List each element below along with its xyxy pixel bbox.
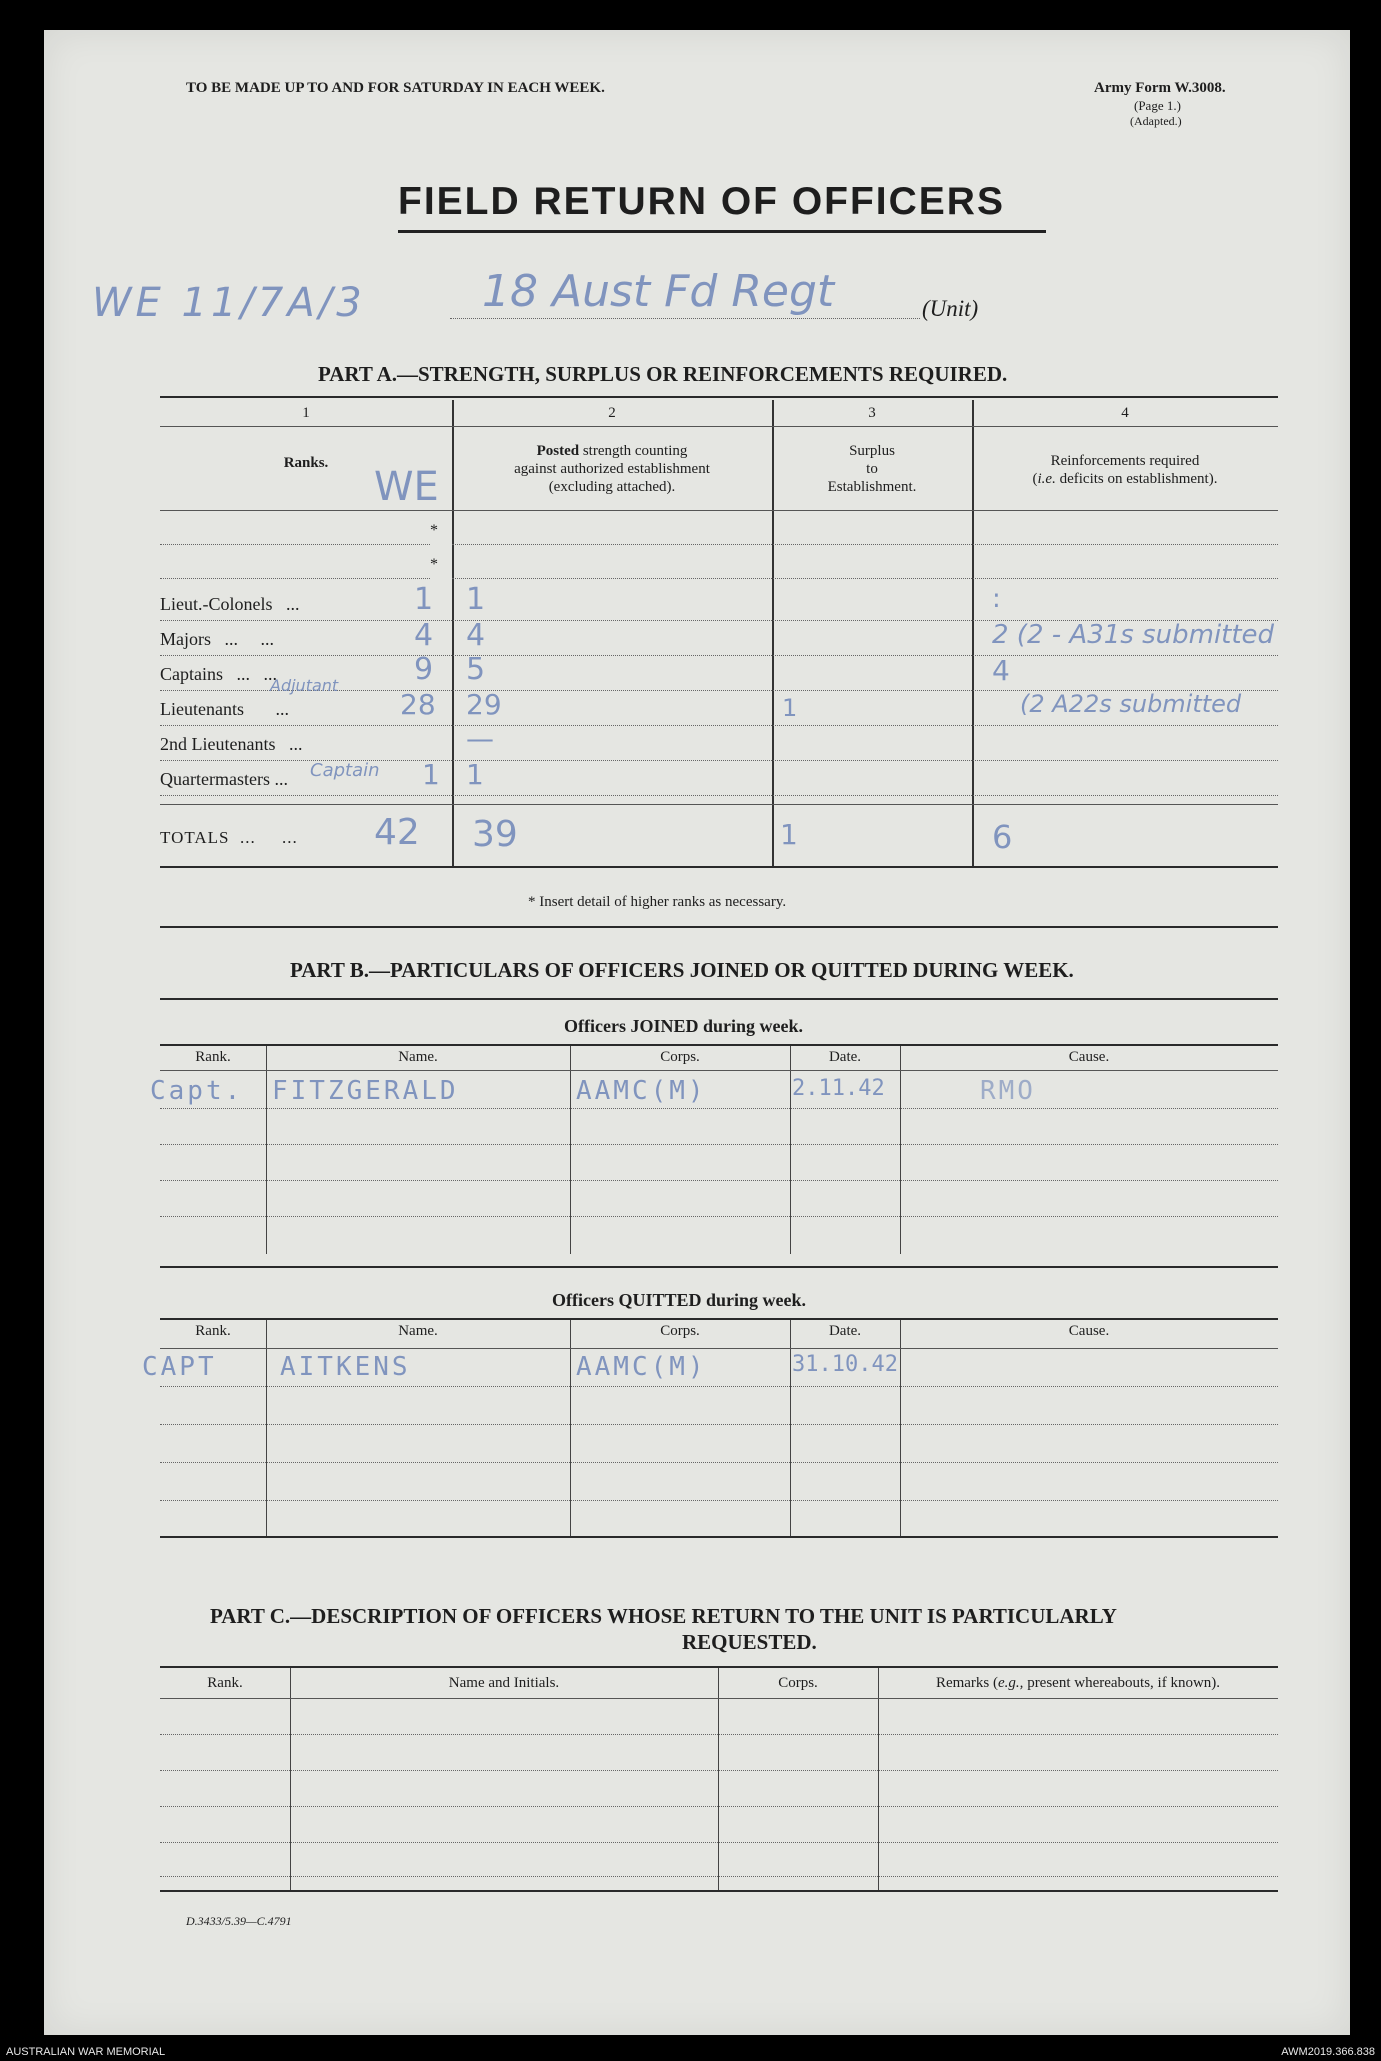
part-b-title: PART B.—PARTICULARS OF OFFICERS JOINED OR QUITTED DURING WEEK. bbox=[290, 958, 1074, 982]
print-code: D.3433/5.39—C.4791 bbox=[186, 1914, 292, 1928]
footer-right: AWM2019.366.838 bbox=[1281, 2046, 1375, 2058]
part-a-title: PART A.—STRENGTH, SURPLUS OR REINFORCEMENTS REQUIRED. bbox=[318, 362, 1008, 386]
col-number-4: 4 bbox=[1121, 405, 1129, 421]
col-number-3: 3 bbox=[868, 405, 876, 421]
part-a-table bbox=[160, 400, 1278, 890]
col-number-1: 1 bbox=[302, 405, 310, 421]
quitted-col-rank: Rank. bbox=[195, 1323, 231, 1339]
form-page: (Page 1.) bbox=[1134, 98, 1181, 113]
part-c-col-corps: Corps. bbox=[778, 1675, 818, 1691]
we-captains: 9 bbox=[414, 652, 434, 687]
joined-name-1: FITZGERALD bbox=[272, 1076, 459, 1106]
part-c-col-rank: Rank. bbox=[207, 1675, 243, 1691]
joined-date-1: 2.11.42 bbox=[792, 1076, 885, 1101]
joined-corps-1: AAMC(M) bbox=[576, 1076, 707, 1106]
part-c-col-remarks: Remarks (e.g., present whereabouts, if known). bbox=[935, 1675, 1221, 1691]
quitted-date-1: 31.10.42 bbox=[792, 1352, 898, 1377]
total-we: 42 bbox=[374, 812, 420, 853]
rank-majors: Majors ... ... bbox=[160, 629, 274, 649]
part-c-title-line1: PART C.—DESCRIPTION OF OFFICERS WHOSE RETURN TO THE UNIT IS PARTICULARLY bbox=[210, 1604, 1117, 1628]
quitted-col-cause: Cause. bbox=[1068, 1323, 1110, 1339]
title-underline bbox=[398, 230, 1046, 233]
footer-left: AUSTRALIAN WAR MEMORIAL bbox=[6, 2046, 166, 2058]
part-c-table bbox=[160, 1668, 1278, 1892]
posted-header: Posted strength counting against authorized establishment (excluding attached). bbox=[514, 443, 710, 495]
surplus-header: Surplus to Establishment. bbox=[827, 443, 917, 495]
rank-lieutenants: Lieutenants ... bbox=[160, 699, 289, 719]
reinf-captains: 4 bbox=[992, 654, 1010, 687]
quitted-col-date: Date. bbox=[828, 1323, 862, 1339]
we-majors: 4 bbox=[414, 618, 434, 653]
joined-cause-1: RMO bbox=[980, 1076, 1036, 1106]
rank-2nd-lieutenants: 2nd Lieutenants ... bbox=[160, 734, 303, 754]
posted-captains: 5 bbox=[466, 652, 486, 687]
surplus-lieutenants: 1 bbox=[782, 694, 798, 722]
we-lieutenants: 28 bbox=[400, 688, 436, 721]
instruction-text: TO BE MADE UP TO AND FOR SATURDAY IN EACH WEEK. bbox=[186, 80, 605, 96]
joined-col-cause: Cause. bbox=[1068, 1049, 1110, 1065]
quitted-col-name: Name. bbox=[398, 1323, 438, 1339]
part-c-col-name: Name and Initials. bbox=[448, 1675, 560, 1691]
part-a-footnote: * Insert detail of higher ranks as necessary. bbox=[528, 894, 787, 910]
quitted-title: Officers QUITTED during week. bbox=[552, 1290, 806, 1310]
unit-value: 18 Aust Fd Regt bbox=[482, 266, 835, 317]
totals-label: TOTALS ... ... bbox=[160, 828, 298, 847]
quitted-rank-1: CAPT bbox=[142, 1352, 217, 1382]
we-quartermasters: 1 bbox=[422, 758, 440, 791]
form-number: Army Form W.3008. bbox=[1094, 80, 1226, 96]
col-number-2: 2 bbox=[608, 405, 616, 421]
joined-rank-1: Capt. bbox=[150, 1076, 244, 1106]
total-reinforcements: 6 bbox=[992, 818, 1013, 856]
total-posted: 39 bbox=[472, 814, 518, 855]
unit-dotted-line bbox=[450, 318, 920, 319]
posted-lieutenants: 29 bbox=[466, 688, 502, 721]
quitted-table bbox=[142, 1320, 1278, 1546]
margin-note: WE 11/7A/3 bbox=[92, 280, 366, 326]
reinf-majors: 2 (2 - A31s submitted bbox=[992, 620, 1275, 650]
qm-note: Captain bbox=[310, 760, 380, 781]
form-adapted: (Adapted.) bbox=[1130, 114, 1182, 128]
posted-quartermasters: 1 bbox=[466, 758, 484, 791]
reinforcements-header: Reinforcements required (i.e. deficits on establishment). bbox=[1032, 453, 1218, 487]
we-column-handwriting: WE bbox=[374, 464, 439, 510]
part-c-title-line2: REQUESTED. bbox=[682, 1630, 817, 1654]
lieut-note: Adjutant bbox=[270, 676, 339, 695]
we-lieut-colonels: 1 bbox=[414, 582, 434, 617]
quitted-name-1: AITKENS bbox=[280, 1352, 411, 1382]
quitted-corps-1: AAMC(M) bbox=[576, 1352, 707, 1382]
rank-lieut-colonels: Lieut.-Colonels ... bbox=[160, 594, 300, 614]
reinf-lieut-colonels: : bbox=[992, 584, 1001, 614]
joined-col-name: Name. bbox=[398, 1049, 438, 1065]
page-title: FIELD RETURN OF OFFICERS bbox=[398, 180, 1005, 223]
joined-col-corps: Corps. bbox=[660, 1049, 700, 1065]
joined-title: Officers JOINED during week. bbox=[564, 1016, 803, 1036]
posted-lieut-colonels: 1 bbox=[466, 582, 486, 617]
ranks-header: Ranks. bbox=[283, 455, 329, 471]
rank-quartermasters: Quartermasters ... bbox=[160, 769, 288, 789]
quitted-col-corps: Corps. bbox=[660, 1323, 700, 1339]
unit-label: (Unit) bbox=[922, 296, 979, 321]
reinf-lieutenants: (2 A22s submitted bbox=[1020, 690, 1242, 718]
part-a-top-rule bbox=[160, 396, 1278, 398]
joined-col-rank: Rank. bbox=[195, 1049, 231, 1065]
joined-col-date: Date. bbox=[828, 1049, 862, 1065]
posted-2nd-lieutenants: — bbox=[466, 722, 494, 755]
total-surplus: 1 bbox=[780, 818, 798, 851]
asterisk-2: * bbox=[430, 556, 438, 573]
joined-table bbox=[150, 1046, 1278, 1266]
posted-majors: 4 bbox=[466, 618, 486, 653]
rank-captains: Captains ... ... bbox=[160, 664, 277, 684]
asterisk-1: * bbox=[430, 522, 438, 539]
